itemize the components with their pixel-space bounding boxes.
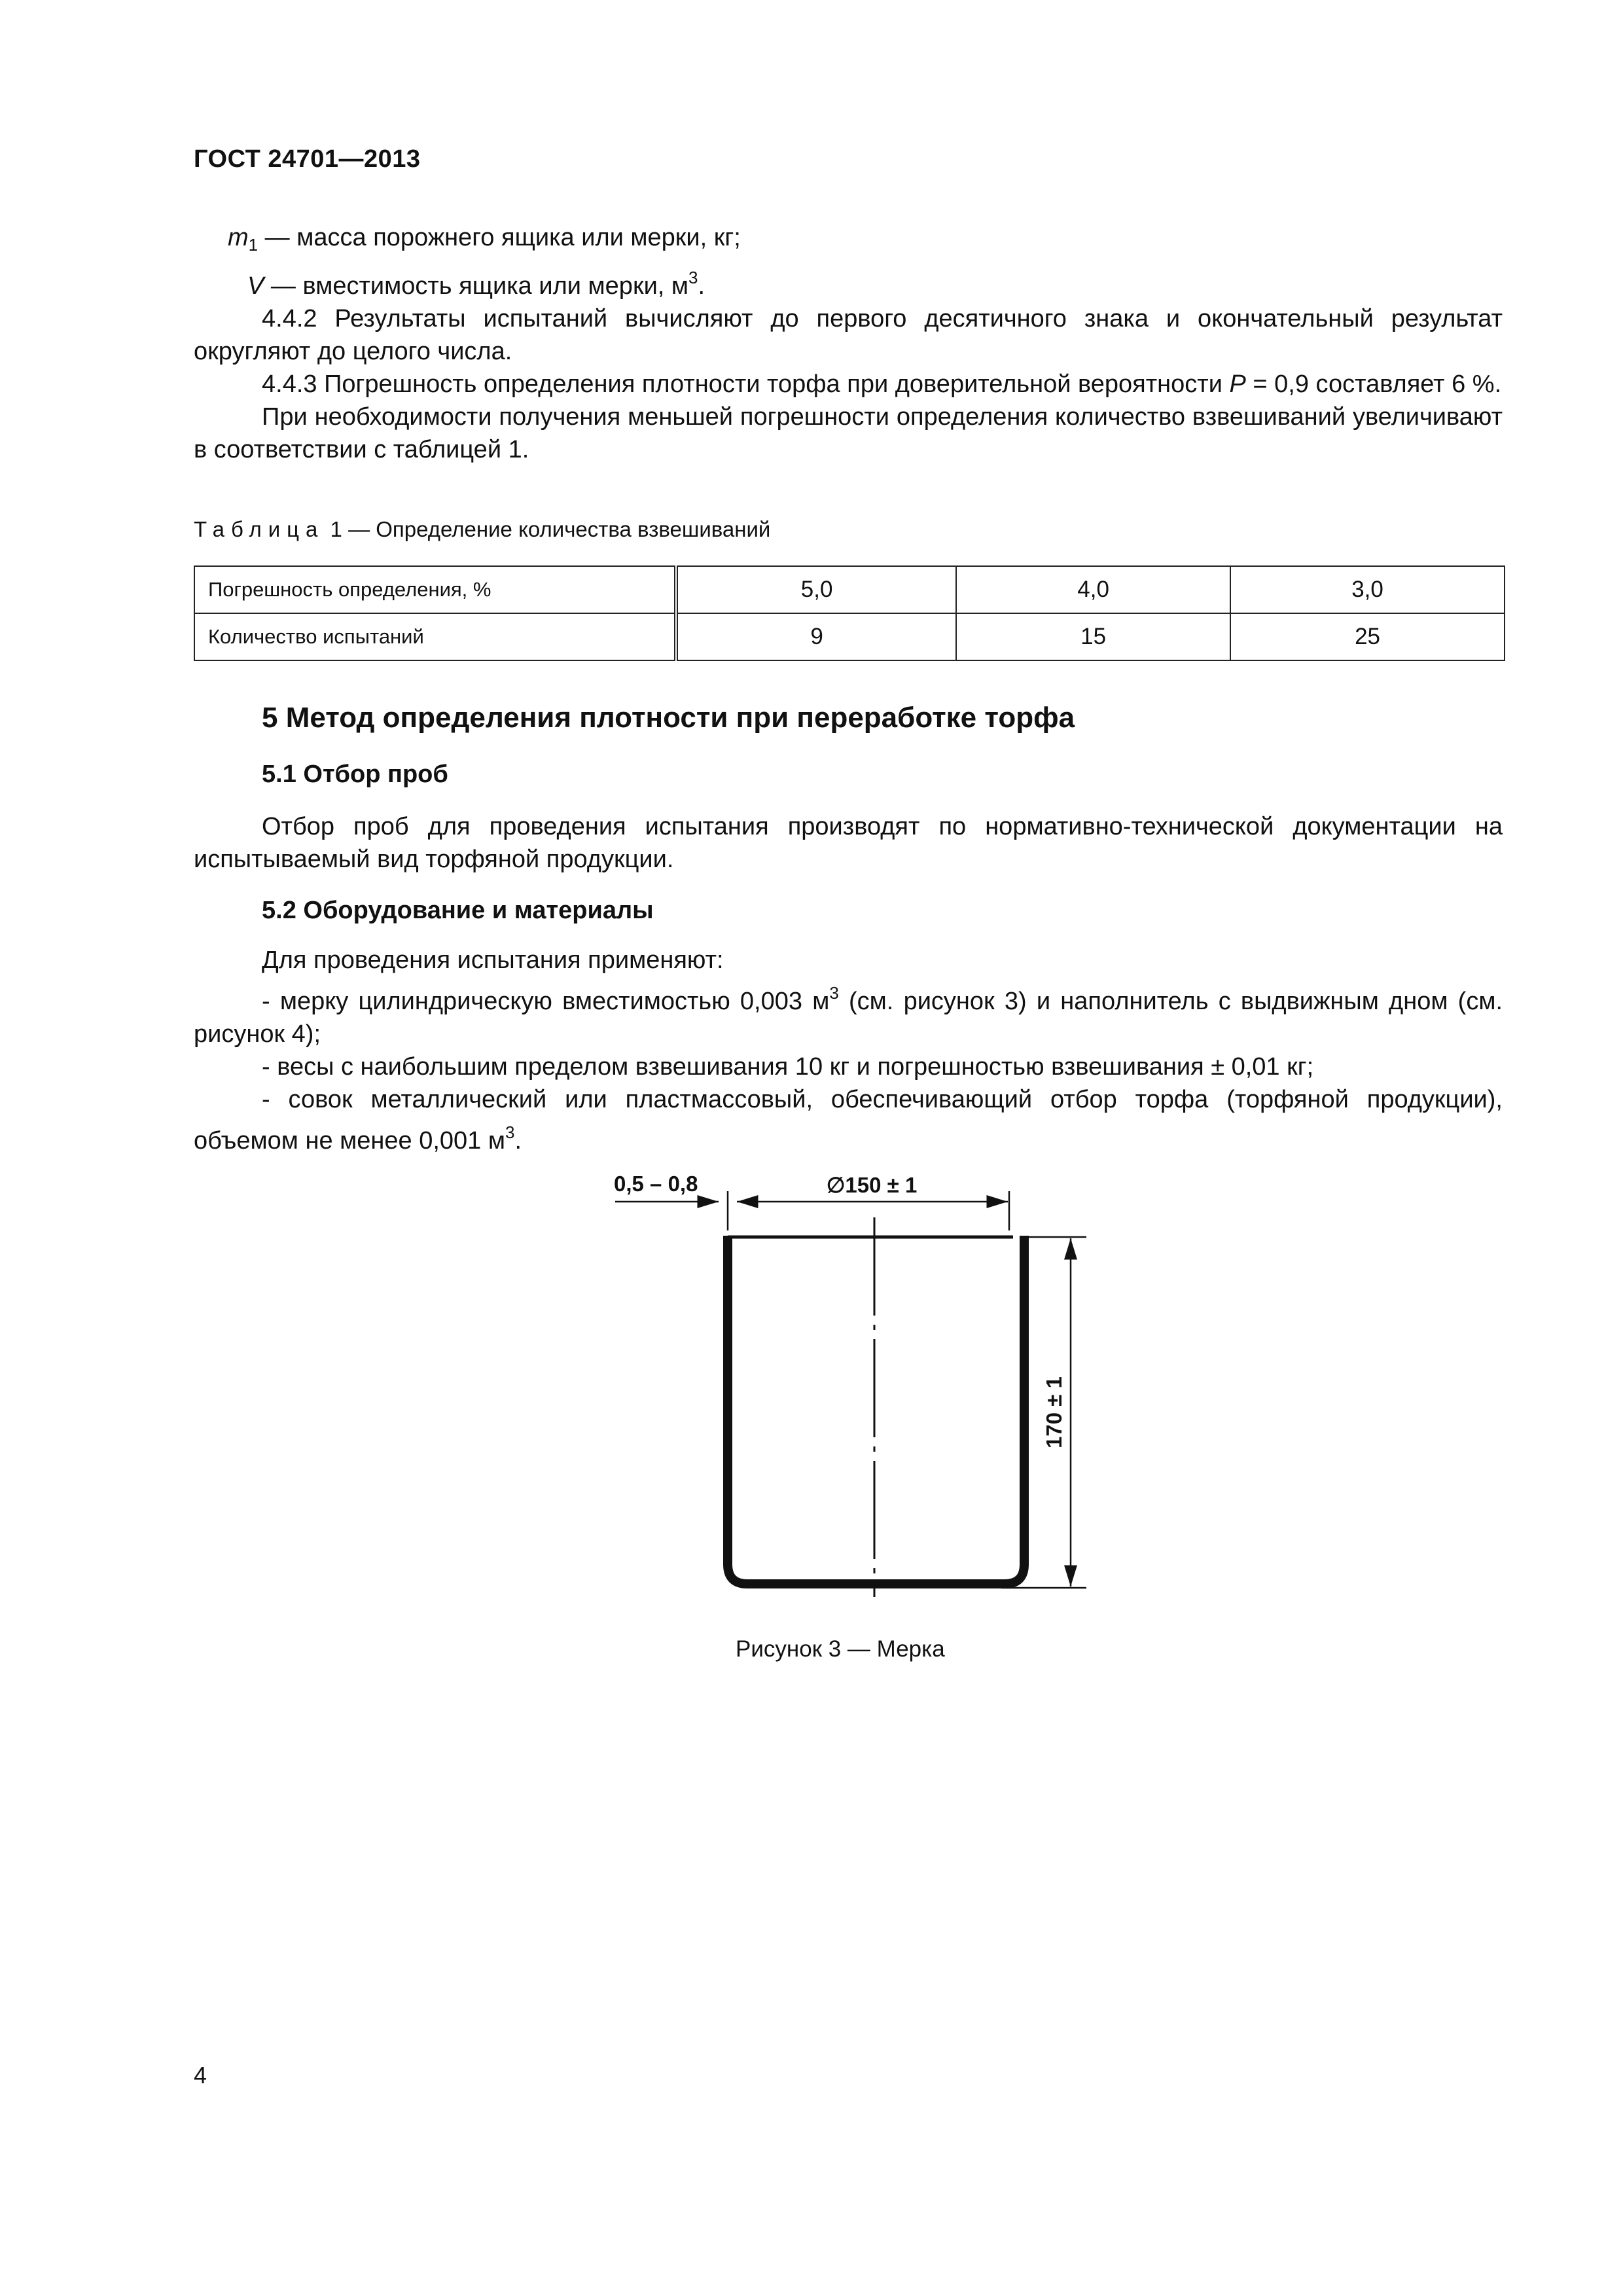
definition-m1: $m_1$ — масса порожнего ящика или мерки, кг; xyxy=(228,224,741,255)
list-item: - мерку цилиндрическую вместимостью 0,003 $м^3$ (см. рисунок 3) и наполнитель с выдвижным дном (см. рисунок 4); xyxy=(194,983,1503,1048)
table-row-header: Количество испытаний xyxy=(194,613,676,660)
table-row-header: Погрешность определения, % xyxy=(194,566,676,613)
paragraph-4-4-3: 4.4.3 Погрешность определения плотности торфа при доверительной вероятности P = 0,9 составляет 6 %. xyxy=(262,370,1502,398)
section-5-2-title: 5.2 Оборудование и материалы xyxy=(262,897,654,924)
page-number: 4 xyxy=(194,2062,207,2089)
list-item: - совок металлический или пластмассовый, обеспечивающий отбор торфа (торфяной продукции), объемом не менее 0,001 $м^3$. xyxy=(194,1086,1503,1155)
table-cell: 3,0 xyxy=(1230,566,1505,613)
list-item: - весы с наибольшим пределом взвешивания 10 кг и погрешностью взвешивания ± 0,01 кг; xyxy=(262,1053,1314,1081)
paragraph-need: При необходимости получения меньшей погрешности определения количество взвешиваний увеличивают в соответствии с таблицей 1. xyxy=(194,403,1503,463)
section-5-title: 5 Метод определения плотности при переработке торфа xyxy=(262,702,1075,734)
definition-v: V — вместимость ящика или мерки, $м^3$. xyxy=(247,268,705,300)
paragraph-5-1: Отбор проб для проведения испытания производят по нормативно-технической документации на испытываемый вид торфяной продукции. xyxy=(194,813,1503,873)
section-5-1-title: 5.1 Отбор проб xyxy=(262,761,448,788)
table-cell: 25 xyxy=(1230,613,1505,660)
vessel-outline xyxy=(728,1236,1024,1584)
figure-caption: Рисунок 3 — Мерка xyxy=(736,1636,945,1662)
paragraph-5-2-intro: Для проведения испытания применяют: xyxy=(262,946,724,974)
dim-height-label: 170 ± 1 xyxy=(1042,1376,1066,1448)
table-caption: Таблица 1 — Определение количества взвешиваний xyxy=(194,517,771,541)
table-cell: 15 xyxy=(956,613,1230,660)
paragraph-4-4-2: 4.4.2 Результаты испытаний вычисляют до первого десятичного знака и окончательный результат округляют до целого числа. xyxy=(194,305,1503,365)
dim-wall-label: 0,5 – 0,8 xyxy=(614,1172,698,1196)
table-cell: 9 xyxy=(676,613,956,660)
document-id: ГОСТ 24701—2013 xyxy=(194,145,421,173)
dim-diameter-label: ∅150 ± 1 xyxy=(826,1173,918,1197)
table-cell: 5,0 xyxy=(676,566,956,613)
table-cell: 4,0 xyxy=(956,566,1230,613)
